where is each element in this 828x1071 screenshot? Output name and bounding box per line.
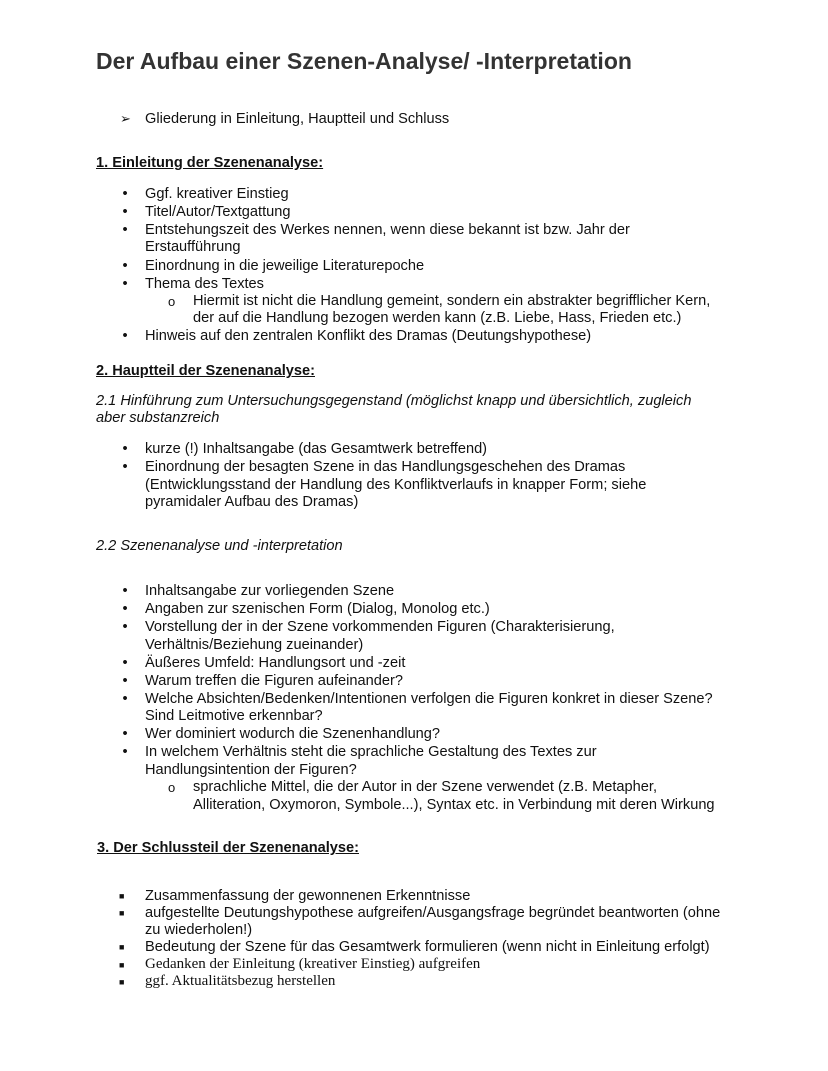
bullet-icon: • [122,726,128,742]
subsection-2-2-heading: 2.2 Szenenanalyse und -interpretation [96,538,343,554]
sub-list-item-continued: der auf die Handlung bezogen werden kann (z.B. Liebe, Hass, Frieden etc.) [193,310,682,326]
list-item: Ggf. kreativer Einstieg [145,186,289,202]
circle-bullet-icon: o [168,780,176,795]
section-1-heading: 1. Einleitung der Szenenanalyse: [96,155,324,171]
list-item: Einordnung der besagten Szene in das Handlungsgeschehen des Dramas [145,459,626,475]
list-item: Entstehungszeit des Werkes nennen, wenn diese bekannt ist bzw. Jahr der [145,222,630,238]
subsection-2-1-heading: 2.1 Hinführung zum Untersuchungsgegenstand (möglichst knapp und übersichtlich, zugleich [96,393,692,409]
subsection-2-1-heading-continued: aber substanzreich [96,410,220,426]
sub-list-item: Hiermit ist nicht die Handlung gemeint, sondern ein abstrakter begrifflicher Kern, [193,293,711,309]
square-bullet-icon: ■ [119,960,125,970]
bullet-icon: • [122,655,128,671]
bullet-icon: • [122,441,128,457]
square-bullet-icon: ■ [119,908,125,918]
list-item-continued: Sind Leitmotive erkennbar? [145,708,323,724]
list-item-continued: zu wiederholen!) [145,922,253,938]
list-item: Vorstellung der in der Szene vorkommenden Figuren (Charakterisierung, [145,619,615,635]
square-bullet-icon: ■ [119,891,125,901]
list-item: Wer dominiert wodurch die Szenenhandlung? [145,726,441,742]
list-item: Bedeutung der Szene für das Gesamtwerk formulieren (wenn nicht in Einleitung erfolgt) [145,939,710,955]
list-item: Titel/Autor/Textgattung [145,204,291,220]
page-title: Der Aufbau einer Szenen-Analyse/ -Interpretation [96,48,632,74]
list-item: Welche Absichten/Bedenken/Intentionen verfolgen die Figuren konkret in dieser Szene? [145,691,713,707]
bullet-icon: • [122,258,128,274]
bullet-icon: • [122,601,128,617]
list-item-continued: Erstaufführung [145,239,241,255]
sub-list-item-continued: Alliteration, Oxymoron, Symbole...), Syntax etc. in Verbindung mit deren Wirkung [193,797,715,813]
arrow-bullet-icon: ➢ [120,111,131,126]
list-item-continued: pyramidaler Aufbau des Dramas) [145,494,359,510]
list-item: Thema des Textes [145,276,264,292]
list-item: kurze (!) Inhaltsangabe (das Gesamtwerk betreffend) [145,441,488,457]
bullet-icon: • [122,691,128,707]
list-item-continued: Verhältnis/Beziehung zueinander) [145,637,364,653]
bullet-icon: • [122,328,128,344]
bullet-icon: • [122,673,128,689]
bullet-icon: • [122,222,128,238]
bullet-icon: • [122,459,128,475]
bullet-icon: • [122,204,128,220]
bullet-icon: • [122,583,128,599]
circle-bullet-icon: o [168,294,176,309]
list-item: In welchem Verhältnis steht die sprachliche Gestaltung des Textes zur [145,744,597,760]
list-item: Angaben zur szenischen Form (Dialog, Monolog etc.) [145,601,490,617]
list-item: Inhaltsangabe zur vorliegenden Szene [145,583,395,599]
list-item-continued: (Entwicklungsstand der Handlung des Konfliktverlaufs in knapper Form; siehe [145,477,647,493]
list-item: Zusammenfassung der gewonnenen Erkenntnisse [145,888,471,904]
section-3-heading: 3. Der Schlussteil der Szenenanalyse: [97,840,359,856]
square-bullet-icon: ■ [119,977,125,987]
bullet-icon: • [122,744,128,760]
intro-item: Gliederung in Einleitung, Hauptteil und Schluss [145,111,450,127]
section-2-heading: 2. Hauptteil der Szenenanalyse: [96,363,315,379]
list-item: Gedanken der Einleitung (kreativer Einstieg) aufgreifen [145,956,481,972]
sub-list-item: sprachliche Mittel, die der Autor in der Szene verwendet (z.B. Metapher, [193,779,657,795]
bullet-icon: • [122,186,128,202]
list-item: Hinweis auf den zentralen Konflikt des Dramas (Deutungshypothese) [145,328,592,344]
list-item-continued: Handlungsintention der Figuren? [145,762,357,778]
list-item: aufgestellte Deutungshypothese aufgreifen/Ausgangsfrage begründet beantworten (ohne [145,905,721,921]
list-item: Warum treffen die Figuren aufeinander? [145,673,403,689]
square-bullet-icon: ■ [119,942,125,952]
list-item: Äußeres Umfeld: Handlungsort und -zeit [145,655,406,671]
bullet-icon: • [122,276,128,292]
bullet-icon: • [122,619,128,635]
list-item: ggf. Aktualitätsbezug herstellen [145,973,336,989]
list-item: Einordnung in die jeweilige Literaturepoche [145,258,425,274]
